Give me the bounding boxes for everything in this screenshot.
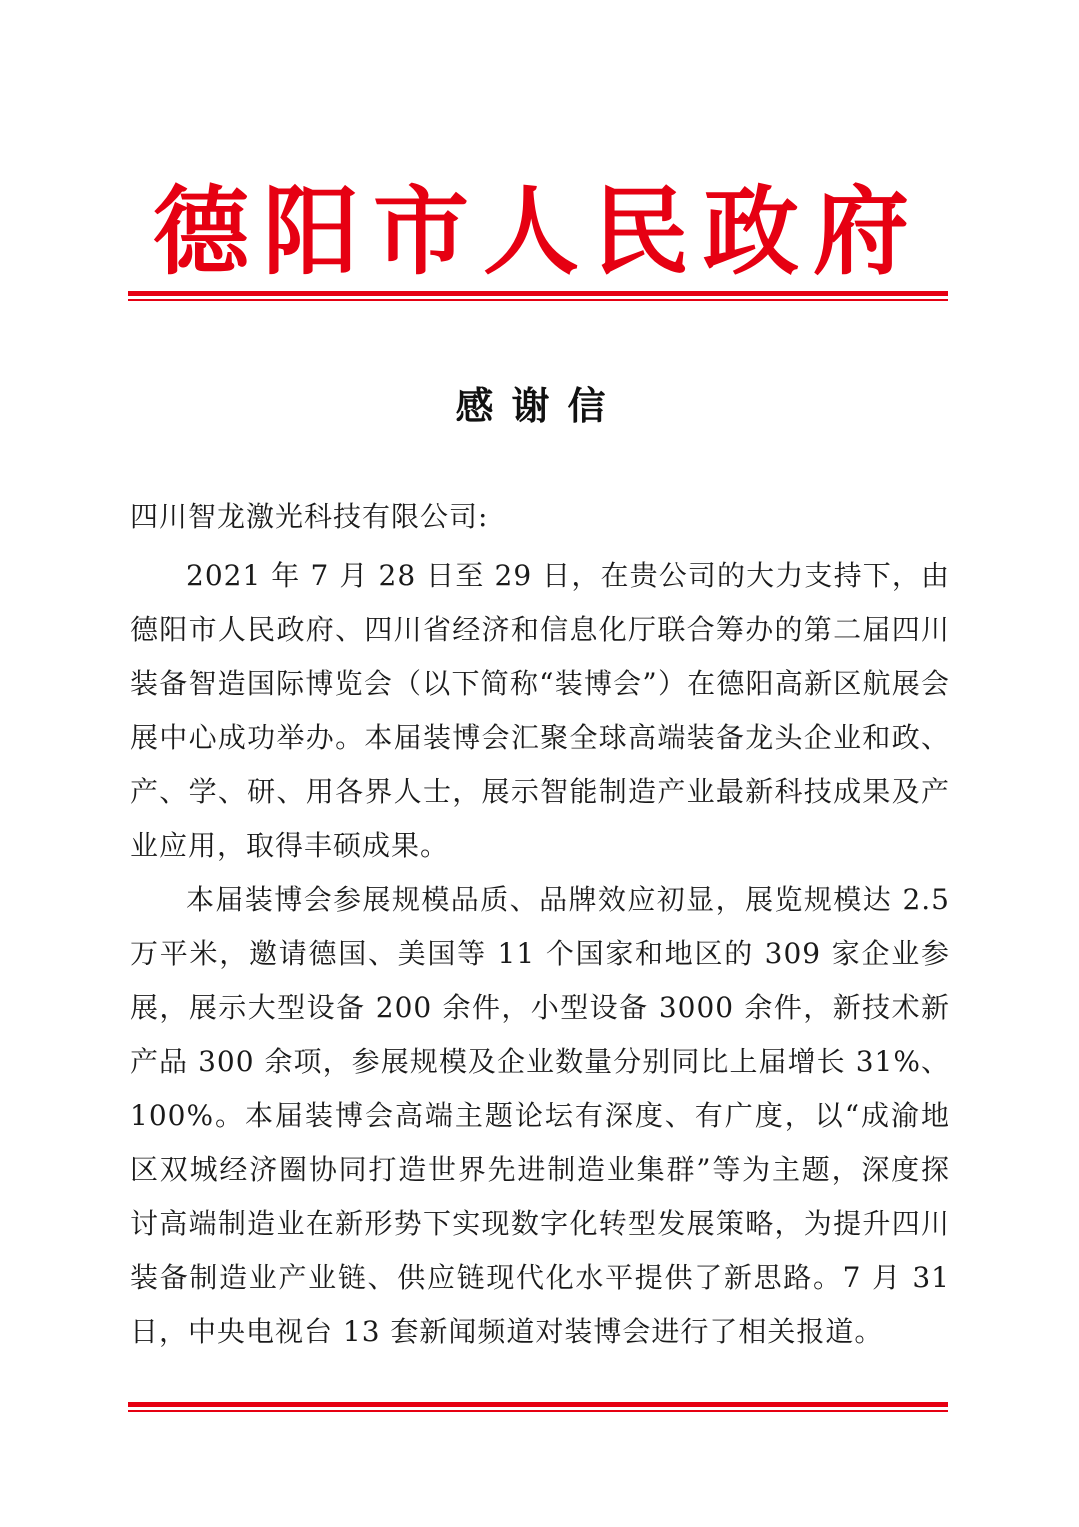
salutation: 四川智龙激光科技有限公司: — [130, 500, 489, 533]
letterhead-divider-thin — [128, 299, 948, 301]
footer-divider-thin — [128, 1410, 948, 1412]
footer-divider-thick — [128, 1402, 948, 1407]
paragraph-1: 2021 年 7 月 28 日至 29 日，在贵公司的大力支持下，由德阳市人民政府、四川省经济和信息化厅联合筹办的第二届四川装备智造国际博览会（以下简称“装博会”）在德阳高新区航展会展中心成功举办。本届装博会汇聚全球高端装备龙头企业和政、产、学、研、用各界人士，展示智能制造产业最新科技成果及产业应用，取得丰硕成果。 — [130, 559, 950, 862]
letterhead-divider-thick — [128, 291, 948, 296]
paragraph-2: 本届装博会参展规模品质、品牌效应初显，展览规模达 2.5 万平米，邀请德国、美国等 11 个国家和地区的 309 家企业参展，展示大型设备 200 余件，小型设备 3000 余件，新技术新产品 300 余项，参展规模及企业数量分别同比上届增长 31%、100%。本届装博会高端主题论坛有深度、有广度，以“成渝地区双城经济圈协同打造世界先进制造业集群”等为主题，深度探讨高端制造业在新形势下实现数字化转型发展策略，为提升四川装备制造业产业链、供应链现代化水平提供了新思路。7 月 31 日，中央电视台 13 套新闻频道对装博会进行了相关报道。 — [130, 883, 950, 1348]
document-title: 感谢信 — [455, 383, 624, 428]
letterhead-organization: 德阳市人民政府 — [153, 175, 923, 288]
